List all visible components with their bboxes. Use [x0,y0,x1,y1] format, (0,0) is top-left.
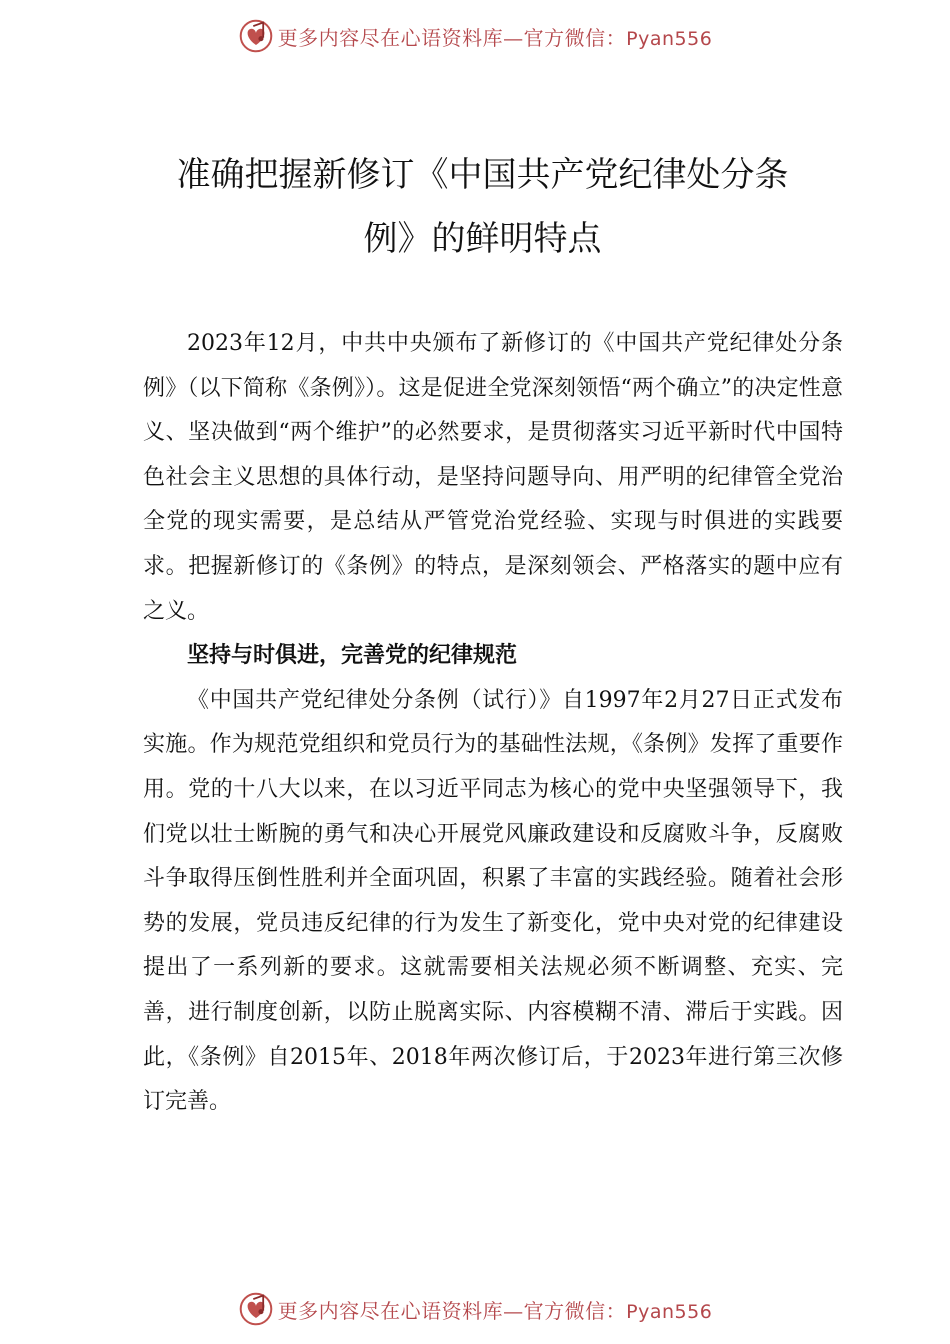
title-line-2: 例》的鲜明特点 [363,219,602,259]
wechat-id: Pyan556 [626,1300,713,1323]
title-line-1: 准确把握新修订《中国共产党纪律处分条 [176,155,789,195]
banner-text: 更多内容尽在心语资料库—官方微信：Pyan556 [277,1298,713,1323]
header-banner [0,14,950,58]
wechat-id: Pyan556 [626,27,713,50]
intro-paragraph: 2023年12月，中共中央颁布了新修订的《中国共产党纪律处分条例》（以下简称《条例》）。这是促进全党深刻领悟“两个确立”的决定性意义、坚决做到“两个维护”的必然要求，是贯彻落实习近平新时代中国特色社会主义思想的具体行动，是坚持问题导向、用严明的纪律管全党治全党的现实需要，是总结从严管党治党经验、实现与时俱进的实践要求。把握新修订的《条例》的特点，是深刻领会、严格落实的题中应有之义。 [143,331,843,624]
heart-music-icon [238,1291,274,1327]
footer-banner [0,1287,950,1331]
banner-text: 更多内容尽在心语资料库—官方微信：Pyan556 [277,25,713,50]
body-paragraph: 《中国共产党纪律处分条例（试行）》自1997年2月27日正式发布实施。作为规范党组织和党员行为的基础性法规，《条例》发挥了重要作用。党的十八大以来，在以习近平同志为核心的党中央坚强领导下，我们党以壮士断腕的勇气和决心开展党风廉政建设和反腐败斗争，反腐败斗争取得压倒性胜利并全面巩固，积累了丰富的实践经验。随着社会形势的发展，党员违反纪律的行为发生了新变化，党中央对党的纪律建设提出了一系列新的要求。这就需要相关法规必须不断调整、充实、完善，进行制度创新，以防止脱离实际、内容模糊不清、滞后于实践。因此，《条例》自2015年、2018年两次修订后，于2023年进行第三次修订完善。 [143,687,843,1115]
heart-music-icon [238,18,274,54]
article-body [143,322,843,1125]
section-heading: 坚持与时俱进，完善党的纪律规范 [187,643,518,669]
page-title [150,143,815,271]
